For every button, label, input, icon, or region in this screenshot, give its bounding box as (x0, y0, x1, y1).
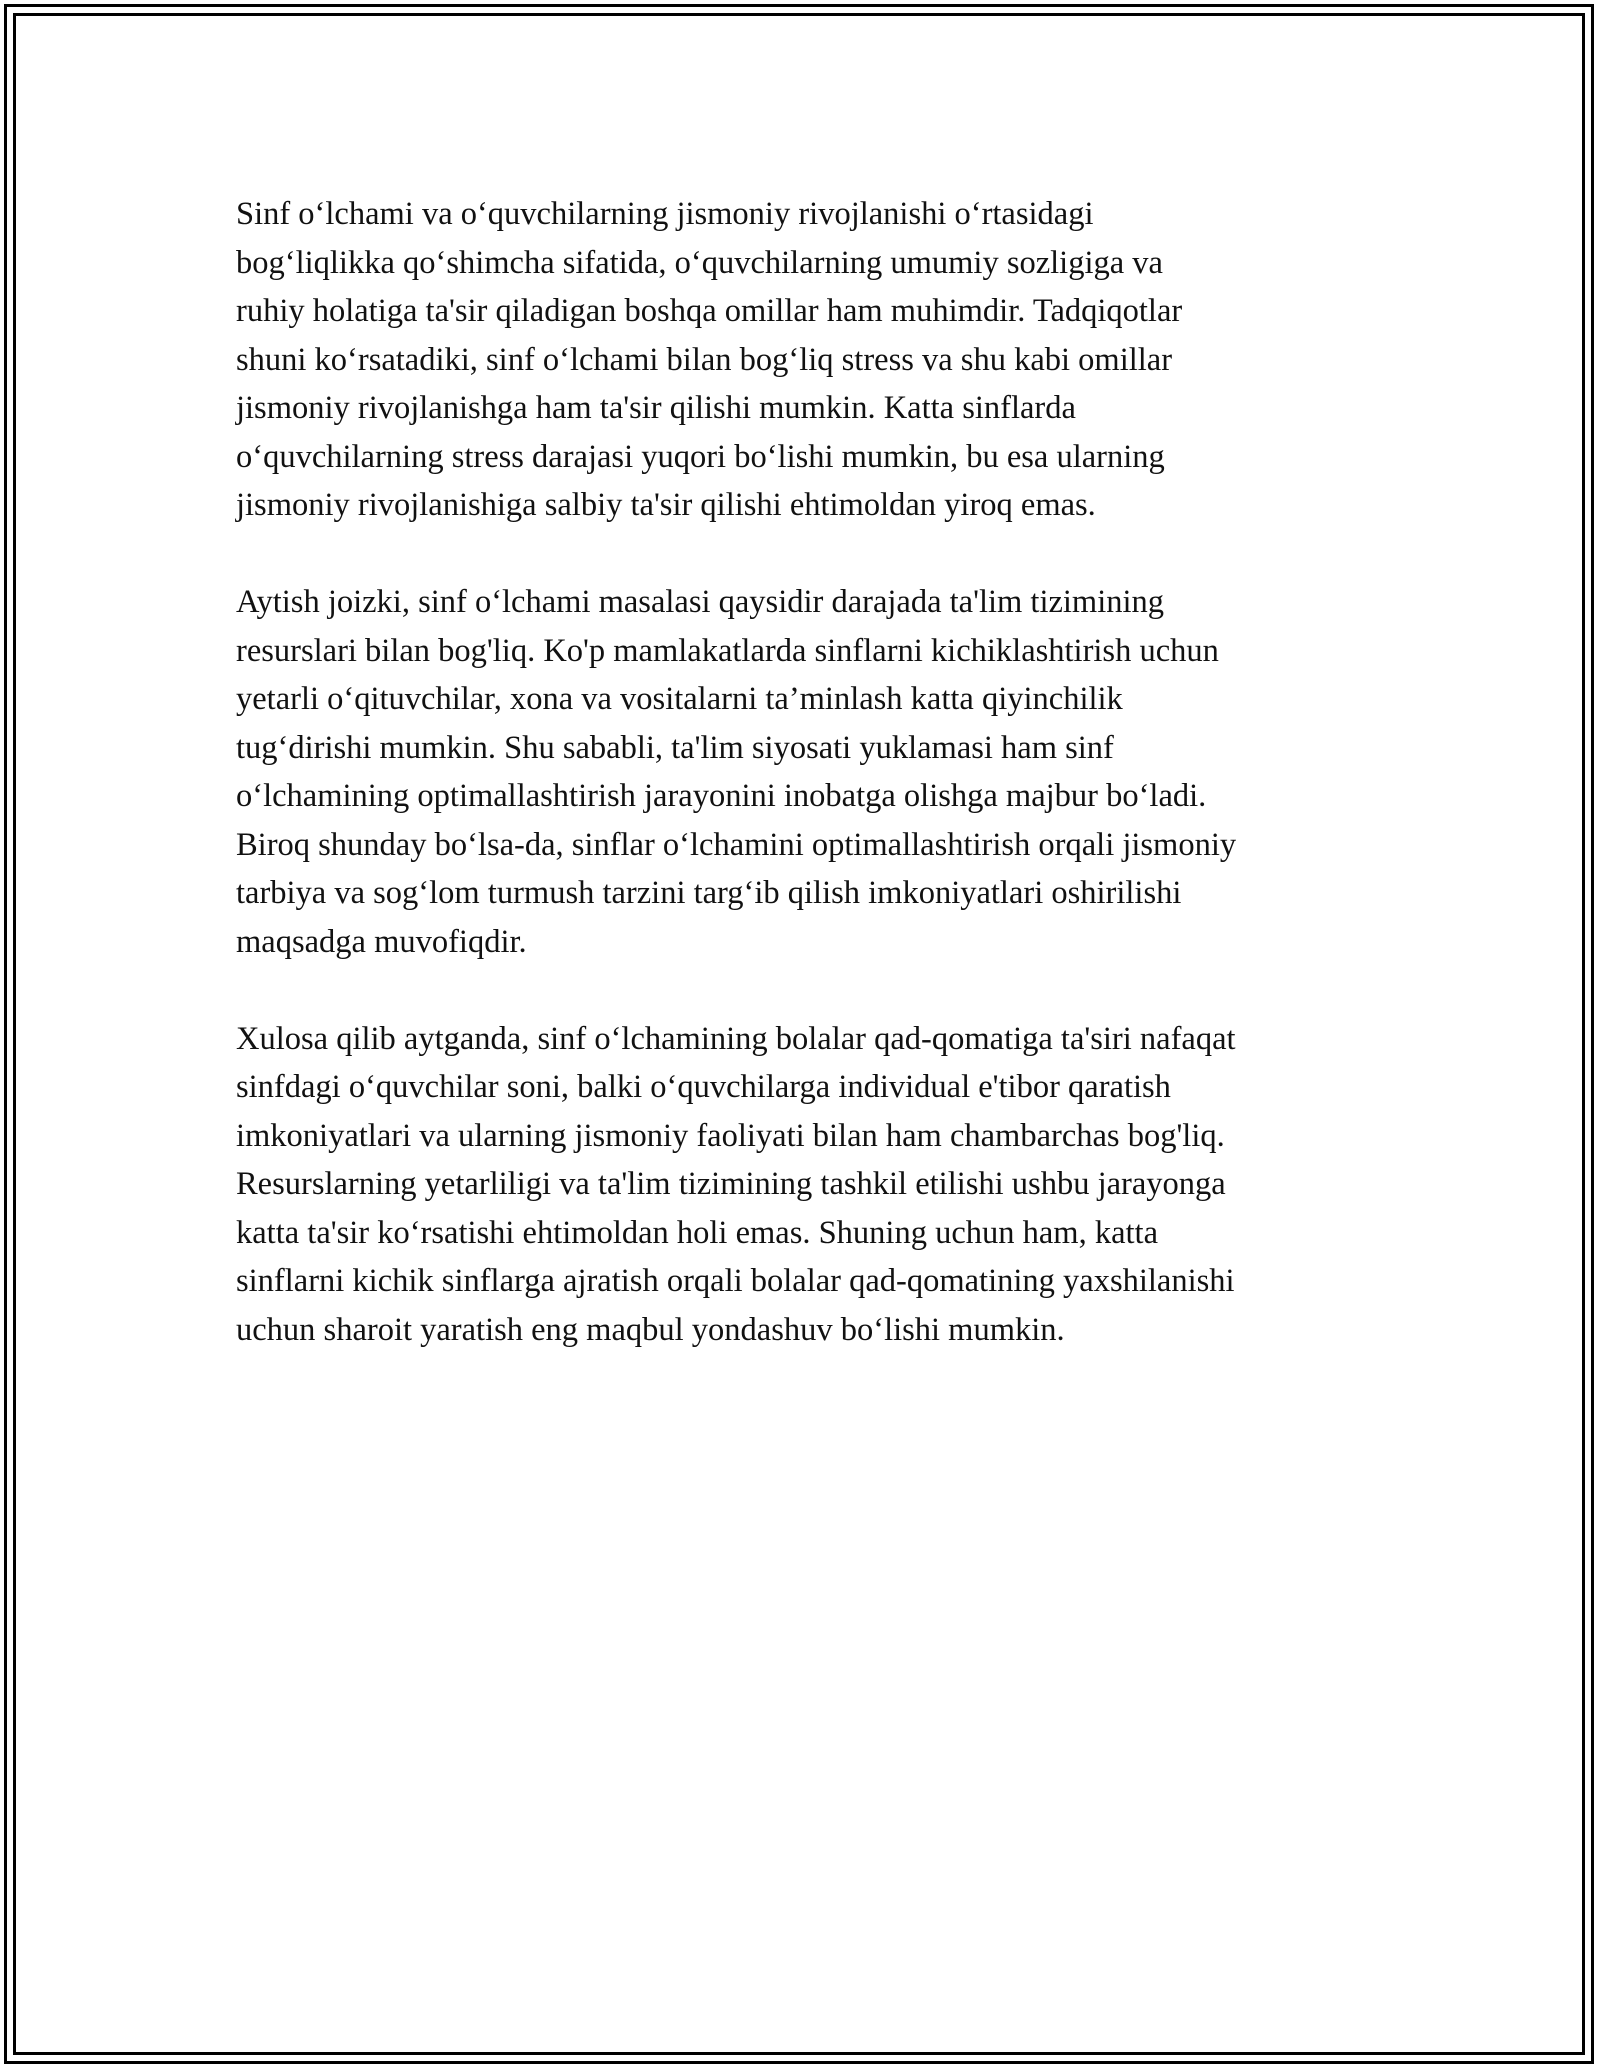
document-body (236, 190, 1386, 1403)
paragraph-1: Sinf o‘lchami va o‘quvchilarning jismoniy rivojlanishi o‘rtasidagi bog‘liqlikka qo‘shimcha sifatida, o‘quvchilarning umumiy sozligiga va ruhiy holatiga ta'sir qiladigan boshqa omillar ham muhimdir. Tadqiqotlar shuni ko‘rsatadiki, sinf o‘lchami bilan bog‘liq stress va shu kabi omillar jismoniy rivojlanishga ham ta'sir qilishi mumkin. Katta sinflarda o‘quvchilarning stress darajasi yuqori bo‘lishi mumkin, bu esa ularning jismoniy rivojlanishiga salbiy ta'sir qilishi ehtimoldan yiroq emas. (236, 196, 1183, 523)
paragraph-3: Xulosa qilib aytganda, sinf o‘lchamining bolalar qad-qomatiga ta'siri nafaqat sinfdagi o‘quvchilar soni, balki o‘quvchilarga individual e'tibor qaratish imkoniyatlari va ularning jismoniy faoliyati bilan ham chambarchas bog'liq. Resurslarning yetarliligi va ta'lim tizimining tashkil etilishi ushbu jarayonga katta ta'sir ko‘rsatishi ehtimoldan holi emas. Shuning uchun ham, katta sinflarni kichik sinflarga ajratish orqali bolalar qad-qomatining yaxshilanishi uchun sharoit yaratish eng maqbul yondashuv bo‘lishi mumkin. (236, 1020, 1236, 1348)
paragraph-2: Aytish joizki, sinf o‘lchami masalasi qaysidir darajada ta'lim tizimining resurslari bilan bog'liq. Ko'p mamlakatlarda sinflarni kichiklashtirish uchun yetarli o‘qituvchilar, xona va vositalarni ta’minlash katta qiyinchilik tug‘dirishi mumkin. Shu sababli, ta'lim siyosati yuklamasi ham sinf o‘lchamining optimallashtirish jarayonini inobatga olishga majbur bo‘ladi. Biroq shunday bo‘lsa-da, sinflar o‘lchamini optimallashtirish orqali jismoniy tarbiya va sog‘lom turmush tarzini targ‘ib qilish imkoniyatlari oshirilishi maqsadga muvofiqdir. (236, 584, 1237, 960)
